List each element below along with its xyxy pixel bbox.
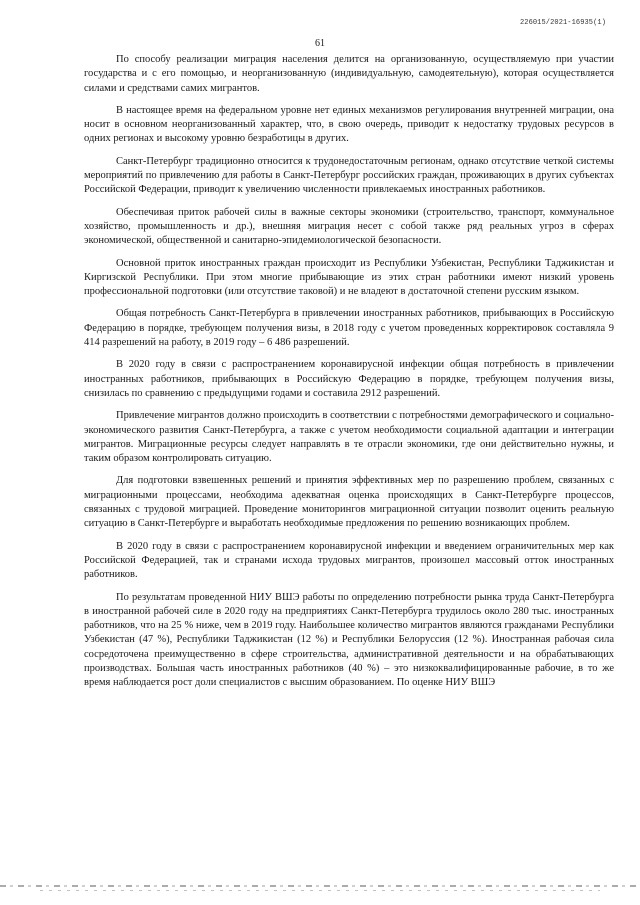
paragraph: Привлечение мигрантов должно происходить в соответствии с потребностями демографического и социально-экономического развития Санкт-Петербурга, а также с учетом необходимости социальной адаптации и интеграции мигрантов. Миграционные ресурсы следует направлять в те отрасли экономики, где они действительно нужны, и таким образом контролировать ситуацию. (84, 410, 614, 465)
document-number: 226015/2021-16935(1) (519, 19, 606, 27)
paragraph: Общая потребность Санкт-Петербурга в привлечении иностранных работников, прибывающих в Российскую Федерацию в порядке, требующем получения визы, в 2018 году с учетом проведенных корректировок составляла 9 414 разрешений на работу, в 2019 году – 6 486 разрешений. (84, 308, 614, 349)
paragraph: По способу реализации миграция населения делится на организованную, осуществляемую при участии государства и с его помощью, и неорганизованную (индивидуальную, самодеятельную), которая осуществляется силами и средствами самих мигрантов. (84, 54, 614, 94)
document-body (84, 53, 614, 699)
paragraph: Основной приток иностранных граждан происходит из Республики Узбекистан, Республики Таджикистан и Киргизской Республики. При этом многие прибывающие из этих стран работники имеют низкий уровень профессиональной подготовки (или отсутствие таковой) и не владеют в достаточной степени русским языком. (84, 257, 614, 298)
paragraph: Санкт-Петербург традиционно относится к трудонедостаточным регионам, однако отсутствие четкой системы мероприятий по привлечению для работы в Санкт-Петербург российских граждан, проживающих в других субъектах Российской Федерации, приводит к увеличению численности привлекаемых иностранных работников. (84, 155, 614, 196)
scan-artifact-line (0, 885, 640, 887)
paragraph: Для подготовки взвешенных решений и принятия эффективных мер по разрешению проблем, связанных с миграционными процессами, необходима адекватная оценка происходящих в Санкт-Петербурге процессов, связанных с трудовой миграцией. Проведение мониторингов миграционной ситуации позволит оценить реальную ситуацию в Санкт-Петербурге и выработать необходимые предложения по решению возникающих проблем. (84, 475, 614, 530)
paragraph: В настоящее время на федеральном уровне нет единых механизмов регулирования внутренней миграции, она носит в основном неорганизованный характер, что, в свою очередь, приводит к недостатку трудовых ресурсов в одних регионах и высокому уровню безработицы в других. (84, 104, 614, 145)
scan-artifact-line (40, 890, 600, 891)
paragraph: Обеспечивая приток рабочей силы в важные секторы экономики (строительство, транспорт, коммунальное хозяйство, промышленность и др.), внешняя миграция несет с собой также ряд реальных угроз в сферах экономической, общественной и санитарно-эпидемиологической безопасности. (84, 206, 614, 247)
page-number: 61 (315, 38, 325, 49)
paragraph: В 2020 году в связи с распространением коронавирусной инфекции и введением ограничительных мер как Российской Федерацией, так и странами исхода трудовых мигрантов, произошел массовый отток иностранных работников. (84, 540, 614, 581)
paragraph: В 2020 году в связи с распространением коронавирусной инфекции общая потребность в привлечении иностранных работников, прибывающих в Российскую Федерацию в порядке, требующем получения визы, снизилась по сравнению с предыдущими годами и составила 2912 разрешений. (84, 359, 614, 399)
paragraph: По результатам проведенной НИУ ВШЭ работы по определению потребности рынка труда Санкт-Петербурга в иностранной рабочей силе в 2020 году на предприятиях Санкт-Петербурга трудилось около 280 тыс. иностранных работников, что на 25 % ниже, чем в 2019 году. Наибольшее количество мигрантов являются гражданами Республики Узбекистан (47 %), Республики Таджикистан (12 %) и Республики Белоруссия (12 %). Иностранная рабочая сила сосредоточена преимущественно в сфере строительства, административной деятельности и на обрабатывающих производствах. Большая часть иностранных работников (40 %) – это низкоквалифицированные рабочие, в то же время наблюдается рост доли специалистов с высшим образованием. По оценке НИУ ВШЭ (84, 591, 614, 689)
